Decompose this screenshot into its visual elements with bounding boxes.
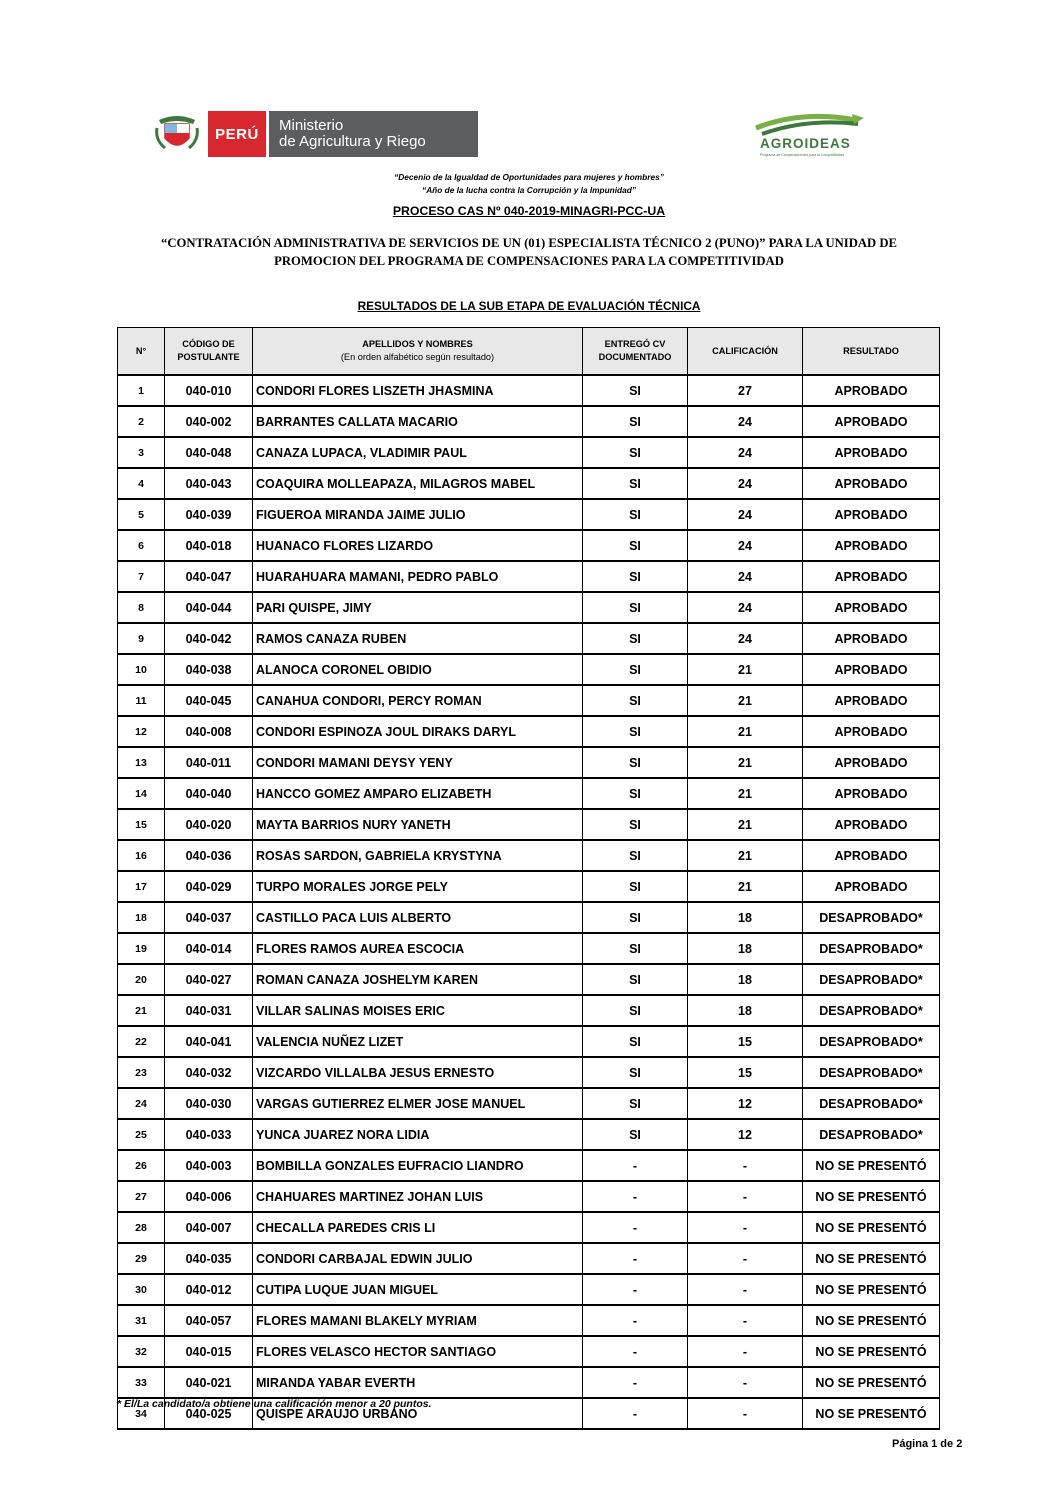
row-number: 19 [118,933,165,964]
header-code-line2: POSTULANTE [177,352,240,362]
result: APROBADO [803,592,940,623]
cv-delivered: - [583,1150,688,1181]
applicant-name: BARRANTES CALLATA MACARIO [253,406,583,437]
applicant-name: HANCCO GOMEZ AMPARO ELIZABETH [253,778,583,809]
table-row [118,375,940,406]
applicant-name: CANAHUA CONDORI, PERCY ROMAN [253,685,583,716]
header-score: CALIFICACIÓN [688,328,803,376]
row-number: 34 [118,1398,165,1429]
table-row [118,654,940,685]
row-number: 13 [118,747,165,778]
applicant-name: HUANACO FLORES LIZARDO [253,530,583,561]
score: - [688,1181,803,1212]
peru-coat-of-arms-icon [152,111,202,157]
applicant-code: 040-029 [165,871,253,902]
applicant-name: VIZCARDO VILLALBA JESUS ERNESTO [253,1057,583,1088]
header-name-line1: APELLIDOS Y NOMBRES [362,339,473,349]
applicant-name: CASTILLO PACA LUIS ALBERTO [253,902,583,933]
row-number: 1 [118,375,165,406]
score: 21 [688,685,803,716]
applicant-name: CONDORI CARBAJAL EDWIN JULIO [253,1243,583,1274]
table-row [118,1026,940,1057]
row-number: 31 [118,1305,165,1336]
header-name [253,328,583,376]
result: NO SE PRESENTÓ [803,1150,940,1181]
result: NO SE PRESENTÓ [803,1212,940,1243]
cv-delivered: SI [583,809,688,840]
cv-delivered: SI [583,902,688,933]
score: - [688,1274,803,1305]
results-table [117,327,940,1430]
applicant-name: VALENCIA NUÑEZ LIZET [253,1026,583,1057]
result: APROBADO [803,623,940,654]
row-number: 12 [118,716,165,747]
score: 18 [688,902,803,933]
page-number: Página 1 de 2 [892,1438,963,1450]
result: APROBADO [803,375,940,406]
row-number: 22 [118,1026,165,1057]
applicant-name: VILLAR SALINAS MOISES ERIC [253,995,583,1026]
table-row [118,840,940,871]
table-row [118,623,940,654]
header-code [165,328,253,376]
result: NO SE PRESENTÓ [803,1367,940,1398]
score: - [688,1305,803,1336]
result: NO SE PRESENTÓ [803,1305,940,1336]
score: - [688,1398,803,1429]
cv-delivered: SI [583,933,688,964]
applicant-name: CONDORI FLORES LISZETH JHASMINA [253,375,583,406]
ministry-line2: de Agricultura y Riego [279,133,426,150]
applicant-name: BOMBILLA GONZALES EUFRACIO LIANDRO [253,1150,583,1181]
row-number: 11 [118,685,165,716]
process-title: PROCESO CAS Nº 040-2019-MINAGRI-PCC-UA [392,204,666,218]
cv-delivered: SI [583,716,688,747]
applicant-name: MAYTA BARRIOS NURY YANETH [253,809,583,840]
cv-delivered: SI [583,406,688,437]
cv-delivered: SI [583,871,688,902]
result: DESAPROBADO* [803,1088,940,1119]
cv-delivered: - [583,1212,688,1243]
applicant-code: 040-021 [165,1367,253,1398]
applicant-name: YUNCA JUAREZ NORA LIDIA [253,1119,583,1150]
score: 21 [688,654,803,685]
table-row [118,995,940,1026]
cv-delivered: - [583,1274,688,1305]
applicant-name: VARGAS GUTIERREZ ELMER JOSE MANUEL [253,1088,583,1119]
footnote: * El/La candidato/a obtiene una calificación menor a 20 puntos. [117,1398,432,1410]
table-row [118,468,940,499]
score: 27 [688,375,803,406]
score: 12 [688,1119,803,1150]
row-number: 21 [118,995,165,1026]
applicant-code: 040-007 [165,1212,253,1243]
result: APROBADO [803,716,940,747]
header-cv [583,328,688,376]
row-number: 29 [118,1243,165,1274]
score: 24 [688,561,803,592]
result: APROBADO [803,468,940,499]
score: 24 [688,468,803,499]
row-number: 7 [118,561,165,592]
table-row [118,1243,940,1274]
applicant-name: CONDORI ESPINOZA JOUL DIRAKS DARYL [253,716,583,747]
table-row [118,406,940,437]
applicant-code: 040-027 [165,964,253,995]
row-number: 28 [118,1212,165,1243]
result: APROBADO [803,809,940,840]
applicant-name: FIGUEROA MIRANDA JAIME JULIO [253,499,583,530]
cv-delivered: SI [583,747,688,778]
result: NO SE PRESENTÓ [803,1243,940,1274]
applicant-code: 040-045 [165,685,253,716]
table-row [118,530,940,561]
score: - [688,1367,803,1398]
cv-delivered: SI [583,840,688,871]
applicant-code: 040-031 [165,995,253,1026]
applicant-code: 040-048 [165,437,253,468]
score: 18 [688,964,803,995]
applicant-code: 040-020 [165,809,253,840]
result: APROBADO [803,778,940,809]
cv-delivered: SI [583,592,688,623]
result: DESAPROBADO* [803,1119,940,1150]
table-row [118,1336,940,1367]
score: 24 [688,437,803,468]
table-header-row [118,328,940,376]
table-row [118,716,940,747]
row-number: 5 [118,499,165,530]
result: NO SE PRESENTÓ [803,1274,940,1305]
ministry-label [269,111,478,157]
applicant-name: CUTIPA LUQUE JUAN MIGUEL [253,1274,583,1305]
table-row [118,1274,940,1305]
row-number: 6 [118,530,165,561]
agroideas-subtitle: Programa de Compensaciones para la Competitividad [760,153,845,157]
applicant-name: ROSAS SARDON, GABRIELA KRYSTYNA [253,840,583,871]
result: APROBADO [803,871,940,902]
peru-label: PERÚ [208,111,266,157]
result: APROBADO [803,499,940,530]
cv-delivered: SI [583,561,688,592]
applicant-name: FLORES MAMANI BLAKELY MYRIAM [253,1305,583,1336]
table-row [118,1088,940,1119]
result: DESAPROBADO* [803,1026,940,1057]
applicant-name: PARI QUISPE, JIMY [253,592,583,623]
score: 15 [688,1026,803,1057]
result: DESAPROBADO* [803,902,940,933]
cv-delivered: SI [583,654,688,685]
applicant-code: 040-033 [165,1119,253,1150]
score: 15 [688,1057,803,1088]
score: 24 [688,592,803,623]
result: NO SE PRESENTÓ [803,1336,940,1367]
header-cv-line2: DOCUMENTADO [598,352,672,362]
score: 18 [688,995,803,1026]
row-number: 14 [118,778,165,809]
table-row [118,499,940,530]
result: APROBADO [803,437,940,468]
row-number: 10 [118,654,165,685]
applicant-code: 040-057 [165,1305,253,1336]
applicant-code: 040-039 [165,499,253,530]
table-row [118,964,940,995]
applicant-code: 040-014 [165,933,253,964]
contract-title-line2: PROMOCION DEL PROGRAMA DE COMPENSACIONES PARA LA COMPETITIVIDAD [274,254,784,268]
cv-delivered: SI [583,437,688,468]
cv-delivered: - [583,1181,688,1212]
agroideas-logo [752,112,870,162]
table-row [118,1367,940,1398]
table-row [118,902,940,933]
applicant-code: 040-036 [165,840,253,871]
result: APROBADO [803,654,940,685]
score: 21 [688,809,803,840]
score: 18 [688,933,803,964]
cv-delivered: - [583,1305,688,1336]
result: DESAPROBADO* [803,1057,940,1088]
applicant-name: CHECALLA PAREDES CRIS LI [253,1212,583,1243]
row-number: 4 [118,468,165,499]
table-body [118,375,940,1429]
cv-delivered: SI [583,1057,688,1088]
applicant-code: 040-047 [165,561,253,592]
score: - [688,1336,803,1367]
table-row [118,1305,940,1336]
applicant-name: CONDORI MAMANI DEYSY YENY [253,747,583,778]
table-row [118,592,940,623]
applicant-code: 040-002 [165,406,253,437]
score: 21 [688,871,803,902]
applicant-code: 040-037 [165,902,253,933]
table-row [118,933,940,964]
row-number: 17 [118,871,165,902]
table-row [118,685,940,716]
row-number: 18 [118,902,165,933]
table-row [118,778,940,809]
cv-delivered: SI [583,778,688,809]
cv-delivered: SI [583,1026,688,1057]
row-number: 9 [118,623,165,654]
applicant-name: CANAZA LUPACA, VLADIMIR PAUL [253,437,583,468]
cv-delivered: - [583,1367,688,1398]
row-number: 25 [118,1119,165,1150]
applicant-code: 040-006 [165,1181,253,1212]
result: APROBADO [803,747,940,778]
header-cv-line1: ENTREGÓ CV [604,339,666,349]
applicant-name: TURPO MORALES JORGE PELY [253,871,583,902]
score: 21 [688,840,803,871]
score: 24 [688,530,803,561]
result: APROBADO [803,530,940,561]
applicant-code: 040-038 [165,654,253,685]
applicant-code: 040-043 [165,468,253,499]
applicant-code: 040-011 [165,747,253,778]
row-number: 23 [118,1057,165,1088]
applicant-code: 040-044 [165,592,253,623]
applicant-name: FLORES VELASCO HECTOR SANTIAGO [253,1336,583,1367]
row-number: 30 [118,1274,165,1305]
applicant-name: RAMOS CANAZA RUBEN [253,623,583,654]
cv-delivered: - [583,1243,688,1274]
row-number: 27 [118,1181,165,1212]
cv-delivered: SI [583,499,688,530]
table-row [118,871,940,902]
score: 24 [688,406,803,437]
cv-delivered: - [583,1336,688,1367]
cv-delivered: SI [583,375,688,406]
cv-delivered: SI [583,995,688,1026]
cv-delivered: - [583,1398,688,1429]
contract-title-line1: “CONTRATACIÓN ADMINISTRATIVA DE SERVICIOS DE UN (01) ESPECIALISTA TÉCNICO 2 (PUNO)” PARA LA UNIDAD DE [161,236,897,250]
applicant-code: 040-041 [165,1026,253,1057]
score: 21 [688,778,803,809]
cv-delivered: SI [583,1119,688,1150]
results-title: RESULTADOS DE LA SUB ETAPA DE EVALUACIÓN TÉCNICA [357,299,701,313]
row-number: 20 [118,964,165,995]
applicant-name: HUARAHUARA MAMANI, PEDRO PABLO [253,561,583,592]
score: 12 [688,1088,803,1119]
table-row [118,747,940,778]
cv-delivered: SI [583,685,688,716]
ministry-line1: Ministerio [279,117,344,134]
applicant-name: COAQUIRA MOLLEAPAZA, MILAGROS MABEL [253,468,583,499]
score: 24 [688,499,803,530]
cv-delivered: SI [583,530,688,561]
table-row [118,1057,940,1088]
row-number: 26 [118,1150,165,1181]
applicant-name: QUISPE ARAUJO URBANO [253,1398,583,1429]
table-row [118,561,940,592]
row-number: 24 [118,1088,165,1119]
result: DESAPROBADO* [803,933,940,964]
applicant-code: 040-018 [165,530,253,561]
applicant-code: 040-015 [165,1336,253,1367]
header-result: RESULTADO [803,328,940,376]
applicant-name: CHAHUARES MARTINEZ JOHAN LUIS [253,1181,583,1212]
result: NO SE PRESENTÓ [803,1181,940,1212]
cv-delivered: SI [583,623,688,654]
agroideas-name: AGROIDEAS [760,136,851,151]
score: 21 [688,747,803,778]
row-number: 16 [118,840,165,871]
result: APROBADO [803,406,940,437]
result: DESAPROBADO* [803,964,940,995]
applicant-name: FLORES RAMOS AUREA ESCOCIA [253,933,583,964]
row-number: 32 [118,1336,165,1367]
score: - [688,1212,803,1243]
cv-delivered: SI [583,468,688,499]
applicant-code: 040-025 [165,1398,253,1429]
result: NO SE PRESENTÓ [803,1398,940,1429]
row-number: 2 [118,406,165,437]
motto-anio: “Año de la lucha contra la Corrupción y la Impunidad” [422,185,636,195]
result: DESAPROBADO* [803,995,940,1026]
applicant-name: MIRANDA YABAR EVERTH [253,1367,583,1398]
result: APROBADO [803,561,940,592]
header-name-line2: (En orden alfabético según resultado) [340,352,495,362]
applicant-code: 040-035 [165,1243,253,1274]
cv-delivered: SI [583,964,688,995]
score: 21 [688,716,803,747]
table-row [118,1212,940,1243]
applicant-code: 040-042 [165,623,253,654]
applicant-code: 040-032 [165,1057,253,1088]
applicant-code: 040-012 [165,1274,253,1305]
applicant-code: 040-030 [165,1088,253,1119]
result: APROBADO [803,685,940,716]
table-row [118,1150,940,1181]
table-row [118,437,940,468]
score: - [688,1243,803,1274]
result: APROBADO [803,840,940,871]
agroideas-swoosh-icon [752,112,870,138]
applicant-name: ROMAN CANAZA JOSHELYM KAREN [253,964,583,995]
row-number: 33 [118,1367,165,1398]
minagri-logo [152,111,478,157]
applicant-code: 040-008 [165,716,253,747]
motto-decenio: “Decenio de la Igualdad de Oportunidades para mujeres y hombres” [394,172,664,182]
applicant-code: 040-010 [165,375,253,406]
applicant-code: 040-003 [165,1150,253,1181]
score: - [688,1150,803,1181]
score: 24 [688,623,803,654]
applicant-code: 040-040 [165,778,253,809]
cv-delivered: SI [583,1088,688,1119]
table-row [118,809,940,840]
row-number: 8 [118,592,165,623]
header-code-line1: CÓDIGO DE [182,339,235,349]
table-row [118,1119,940,1150]
row-number: 15 [118,809,165,840]
row-number: 3 [118,437,165,468]
table-row [118,1181,940,1212]
applicant-name: ALANOCA CORONEL OBIDIO [253,654,583,685]
header-num: N° [118,328,165,376]
